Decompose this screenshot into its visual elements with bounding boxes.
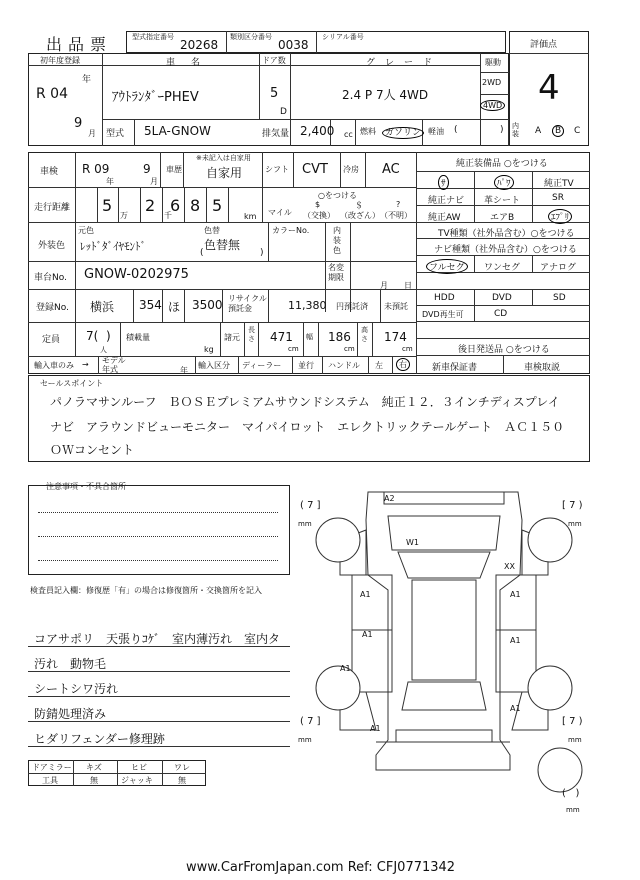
stock-value-4: 無 bbox=[178, 776, 186, 785]
interior-color-label: 内装色 bbox=[333, 226, 341, 255]
equip-item-1: ｻ bbox=[438, 175, 449, 190]
recycle-unit: 円預託済 bbox=[336, 302, 368, 311]
tread-front-right-value: 7 bbox=[569, 500, 576, 511]
height-unit: cm bbox=[402, 345, 413, 353]
tire-front-right bbox=[528, 518, 572, 562]
usage-value: 自家用 bbox=[206, 166, 243, 180]
mileage-tamper: （改ざん） bbox=[340, 211, 380, 220]
tread-front-left-value: 7 bbox=[307, 500, 314, 511]
mileage-unit-km: km bbox=[244, 212, 257, 221]
sales-label: セールスポイント bbox=[40, 379, 104, 388]
length-value: 471 bbox=[270, 330, 293, 344]
equip-item-7: 純正AW bbox=[428, 213, 461, 223]
navi-cd: CD bbox=[494, 309, 508, 319]
mark-front-bumper: A2 bbox=[384, 494, 395, 503]
door-front-right bbox=[496, 575, 536, 630]
load-unit: kg bbox=[204, 345, 214, 354]
unknown-symbol: ? bbox=[396, 200, 401, 209]
width-value: 186 bbox=[328, 330, 351, 344]
displacement-label: 排気量 bbox=[262, 129, 290, 139]
name-change-month: 月 bbox=[380, 281, 388, 290]
fuel-paren-open: ( bbox=[454, 125, 458, 135]
tread-rear-left-unit: mm bbox=[298, 736, 312, 744]
car-name: ｱｳﾄﾗﾝﾀﾞｰPHEV bbox=[112, 90, 199, 105]
mark-door-front-right: A1 bbox=[510, 590, 521, 599]
tire-rear-left bbox=[316, 666, 360, 710]
hood bbox=[388, 516, 500, 550]
interior-label: 内装 bbox=[512, 122, 519, 138]
chassis-label: 車台No. bbox=[34, 273, 67, 283]
interior-c: C bbox=[574, 126, 581, 136]
handle-right: 右 bbox=[396, 358, 410, 371]
mileage-unit-sen: 千 bbox=[164, 211, 172, 220]
color-change-label: 色替 bbox=[204, 226, 220, 235]
tread-spare: ( ) bbox=[562, 788, 580, 799]
after-warranty: 新車保証書 bbox=[432, 363, 478, 373]
dims-label: 諸元 bbox=[224, 333, 240, 342]
shaken-era: R 09 bbox=[82, 162, 110, 176]
mileage-unknown: （不明） bbox=[380, 211, 412, 220]
inspector-title: 検査員記入欄：修復歴「有」の場合は修復箇所・交換箇所を記入 bbox=[30, 586, 262, 595]
tread-rear-left: ( 7 ] bbox=[300, 716, 321, 727]
tread-rear-left-value: 7 bbox=[307, 716, 314, 727]
door-type: D bbox=[280, 107, 287, 117]
mileage-digit-2: 2 bbox=[145, 196, 156, 215]
recycle-unpaid: 未預託 bbox=[384, 302, 408, 311]
recycle-label: リサイクル預託金 bbox=[228, 294, 267, 313]
car-body-outline bbox=[366, 492, 522, 770]
shift-label: シフト bbox=[265, 165, 289, 174]
sales-line-2: ナビ アラウンドビューモニター マイパイロット エレクトリックテールゲート ＡＣ１５０ bbox=[50, 420, 565, 434]
navi-hdd: HDD bbox=[434, 293, 455, 303]
first-reg-month: 9 bbox=[74, 116, 83, 131]
mark-front-right: XX bbox=[504, 562, 515, 571]
recycle-value: 11,380 bbox=[288, 299, 327, 312]
footer-watermark: www.CarFromJapan.com Ref: CFJ0771342 bbox=[186, 860, 456, 875]
rating-label: 評価点 bbox=[530, 40, 558, 50]
windshield bbox=[398, 552, 490, 578]
displacement-unit: cc bbox=[344, 130, 353, 139]
tread-spare-unit: mm bbox=[566, 806, 580, 814]
shaken-month-unit: 月 bbox=[150, 177, 158, 186]
fuel-light-label: 軽油 bbox=[428, 127, 444, 136]
navi-dvd-play: DVD再生可 bbox=[422, 310, 464, 319]
color-paren-close: ) bbox=[260, 248, 264, 258]
mark-windshield: W1 bbox=[406, 538, 419, 547]
grade-value: 2.4 P 7人 4WD bbox=[342, 88, 429, 102]
equip-item-3: 純正TV bbox=[544, 179, 574, 189]
ac-value: AC bbox=[382, 162, 400, 177]
capacity-value: 7( bbox=[86, 329, 99, 343]
tailgate bbox=[396, 730, 492, 742]
reg-class: 354 bbox=[139, 298, 162, 312]
length-unit: cm bbox=[288, 345, 299, 353]
import-parallel: 並行 bbox=[298, 361, 314, 370]
doors-label: ドア数 bbox=[262, 56, 286, 65]
car-name-label: 車名 bbox=[166, 58, 217, 68]
equip-item-4: 純正ナビ bbox=[428, 196, 465, 206]
tread-front-right: [ 7 ) bbox=[562, 500, 583, 511]
load-label: 積載量 bbox=[126, 333, 150, 342]
reg-label: 登録No. bbox=[36, 303, 69, 313]
category-label: 類別区分番号 bbox=[230, 33, 272, 41]
tire-spare bbox=[538, 748, 582, 792]
front-bumper bbox=[384, 492, 504, 504]
shaken-year-unit: 年 bbox=[106, 177, 114, 186]
navi-title: ナビ種類（社外品含む）○をつける bbox=[434, 245, 577, 255]
import-label: 輸入車のみ bbox=[34, 361, 74, 370]
model-value: 5LA-GNOW bbox=[144, 124, 211, 138]
interior-a: A bbox=[535, 126, 542, 136]
mark-rear-left: A1 bbox=[340, 664, 351, 673]
stock-value-2: 無 bbox=[90, 776, 98, 785]
sheet-title: 出品票 bbox=[46, 35, 113, 54]
reg-kana: ほ bbox=[168, 300, 181, 314]
name-change-day: 日 bbox=[404, 281, 412, 290]
stock-header-4: ワレ bbox=[174, 763, 190, 772]
sales-line-3: ＯＷコンセント bbox=[50, 443, 135, 457]
color-change-value: 色替無 bbox=[204, 238, 241, 252]
grade-label: グレード bbox=[366, 58, 443, 68]
first-reg-era: R 04 bbox=[36, 86, 68, 102]
mileage-label: 走行距離 bbox=[34, 203, 71, 213]
stock-value-3: ジャッキ bbox=[121, 776, 153, 785]
shaken-label: 車検 bbox=[40, 167, 59, 177]
shaken-month: 9 bbox=[143, 162, 151, 176]
equip-item-5: 革シート bbox=[484, 196, 521, 206]
equip-item-2: ﾊﾟﾜ bbox=[494, 175, 514, 190]
mileage-digit-4: 8 bbox=[190, 196, 201, 215]
tread-rear-right-value: 7 bbox=[569, 716, 576, 727]
equip-item-9: ｴﾌﾟﾘ bbox=[548, 209, 572, 224]
equip-item-6: SR bbox=[552, 193, 564, 203]
stock-header-1: ドアミラー bbox=[32, 763, 72, 772]
mileage-digit-3: 6 bbox=[170, 196, 181, 215]
usage-label: 車歴 bbox=[166, 165, 182, 174]
stock-value-1: 工具 bbox=[42, 776, 58, 785]
tv-oneseg: ワンセグ bbox=[484, 263, 521, 273]
tv-fullseg: フルセグ bbox=[426, 259, 468, 274]
mileage-exchange: （交換） bbox=[303, 211, 335, 220]
length-label: 長さ bbox=[248, 326, 255, 343]
mark-rear-bumper: A1 bbox=[370, 724, 381, 733]
roof bbox=[412, 580, 476, 680]
height-value: 174 bbox=[384, 330, 407, 344]
car-diagram bbox=[300, 480, 590, 810]
mileage-unit-man: 万 bbox=[120, 211, 128, 220]
tv-analog: アナログ bbox=[540, 263, 577, 273]
tread-rear-right: [ 7 ) bbox=[562, 716, 583, 727]
fuel-value bbox=[382, 125, 424, 138]
tire-front-left bbox=[316, 518, 360, 562]
inspector-line-3: シートシワ汚れ bbox=[34, 682, 119, 696]
mileage-note: ○をつける bbox=[318, 191, 357, 200]
reg-area: 横浜 bbox=[90, 300, 115, 314]
month-unit: 月 bbox=[88, 129, 96, 138]
color-label: 外装色 bbox=[38, 241, 66, 251]
tread-rear-right-unit: mm bbox=[568, 736, 582, 744]
inspector-line-5: ヒダリフェンダー修理跡 bbox=[34, 732, 165, 746]
orig-color-label: 元色 bbox=[78, 226, 94, 235]
stock-header-2: キズ bbox=[86, 763, 102, 772]
chassis-value: GNOW-0202975 bbox=[84, 267, 189, 282]
model-label: 型式 bbox=[106, 129, 125, 139]
orig-color-value: ﾚｯﾄﾞﾀﾞｲﾔﾓﾝﾄﾞ bbox=[80, 240, 146, 253]
navi-dvd: DVD bbox=[492, 293, 512, 303]
doors-value: 5 bbox=[270, 86, 279, 101]
fuel-label: 燃料 bbox=[360, 127, 376, 136]
mileage-digit-5: 5 bbox=[212, 196, 223, 215]
first-reg-label: 初年度登録 bbox=[40, 56, 80, 65]
color-no-label: カラーNo. bbox=[272, 226, 310, 235]
stock-header-3: ヒビ bbox=[131, 763, 147, 772]
mark-fender-rear-right: A1 bbox=[510, 704, 521, 713]
drive-2wd: 2WD bbox=[482, 78, 502, 87]
usage-note: ※未記入は自家用 bbox=[196, 154, 251, 162]
import-arrow: → bbox=[82, 360, 89, 369]
handle-label: ハンドル bbox=[328, 361, 360, 370]
ac-label: 冷房 bbox=[343, 165, 359, 174]
shift-value: CVT bbox=[302, 162, 328, 177]
tire-rear-right bbox=[528, 666, 572, 710]
capacity-unit: 人 bbox=[100, 346, 107, 354]
color-paren-open: ( bbox=[200, 248, 204, 258]
interior-b: B bbox=[552, 125, 564, 137]
equipment-title: 純正装備品 ○をつける bbox=[456, 159, 548, 169]
width-unit: cm bbox=[344, 345, 355, 353]
inspector-line-4: 防錆処理済み bbox=[34, 707, 107, 721]
drive-label: 駆動 bbox=[485, 58, 501, 67]
type-designation-label: 型式指定番号 bbox=[132, 33, 174, 41]
handle-left: 左 bbox=[375, 361, 383, 370]
exchange-symbol: $ bbox=[315, 200, 321, 209]
year-unit: 年 bbox=[82, 75, 92, 85]
drive-4wd: 4WD bbox=[480, 100, 505, 111]
fuel-gasoline: ガソリン bbox=[382, 127, 424, 139]
width-label: 幅 bbox=[306, 333, 313, 341]
reg-number: 3500 bbox=[192, 298, 223, 312]
import-dealer: ディーラー bbox=[242, 361, 282, 370]
rating-value: 4 bbox=[538, 68, 560, 108]
after-manual: 車検取説 bbox=[524, 363, 561, 373]
category-number: 0038 bbox=[278, 38, 309, 52]
mark-door-front-left: A1 bbox=[360, 590, 371, 599]
tv-title: TV種類（社外品含む）○をつける bbox=[438, 229, 575, 239]
height-label: 高さ bbox=[361, 326, 368, 343]
equip-item-8: エアB bbox=[490, 213, 515, 223]
tread-front-left: ( 7 ] bbox=[300, 500, 321, 511]
import-category-label: 輸入区分 bbox=[198, 361, 230, 370]
displacement-value: 2,400 bbox=[300, 124, 335, 138]
inspector-line-2: 汚れ 動物毛 bbox=[34, 657, 107, 671]
door-front-left bbox=[352, 575, 392, 630]
sales-line-1: パノラマサンルーフ ＢＯＳＥプレミアムサウンドシステム 純正１２．３インチディスプレイ bbox=[50, 395, 560, 409]
mark-door-rear-right: A1 bbox=[510, 636, 521, 645]
notes-title: 注意事項・不具合箇所 bbox=[46, 482, 126, 491]
type-designation: 20268 bbox=[180, 38, 219, 52]
rear-window bbox=[402, 682, 486, 710]
serial-label: シリアル番号 bbox=[322, 33, 364, 41]
inspector-line-1: コアサポリ 天張りｺｹﾞ 室内薄汚れ 室内タ bbox=[34, 632, 281, 646]
mark-roof-left: A1 bbox=[362, 630, 373, 639]
name-change-label: 名変期限 bbox=[328, 263, 344, 282]
notes-box bbox=[28, 485, 290, 575]
after-title: 後日発送品 ○をつける bbox=[458, 345, 550, 355]
model-year-label: モデル年式 bbox=[102, 356, 126, 374]
capacity-label: 定員 bbox=[42, 335, 61, 345]
mileage-digit-1: 5 bbox=[102, 196, 113, 215]
tread-front-right-unit: mm bbox=[568, 520, 582, 528]
fuel-paren-close: ) bbox=[500, 125, 504, 135]
mileage-mile: マイル bbox=[268, 208, 292, 217]
model-year-unit: 年 bbox=[180, 366, 188, 375]
tamper-symbol: ＄ bbox=[355, 201, 363, 210]
tread-front-left-unit: mm bbox=[298, 520, 312, 528]
navi-sd: SD bbox=[553, 293, 566, 303]
capacity-paren-close: ) bbox=[106, 329, 111, 343]
